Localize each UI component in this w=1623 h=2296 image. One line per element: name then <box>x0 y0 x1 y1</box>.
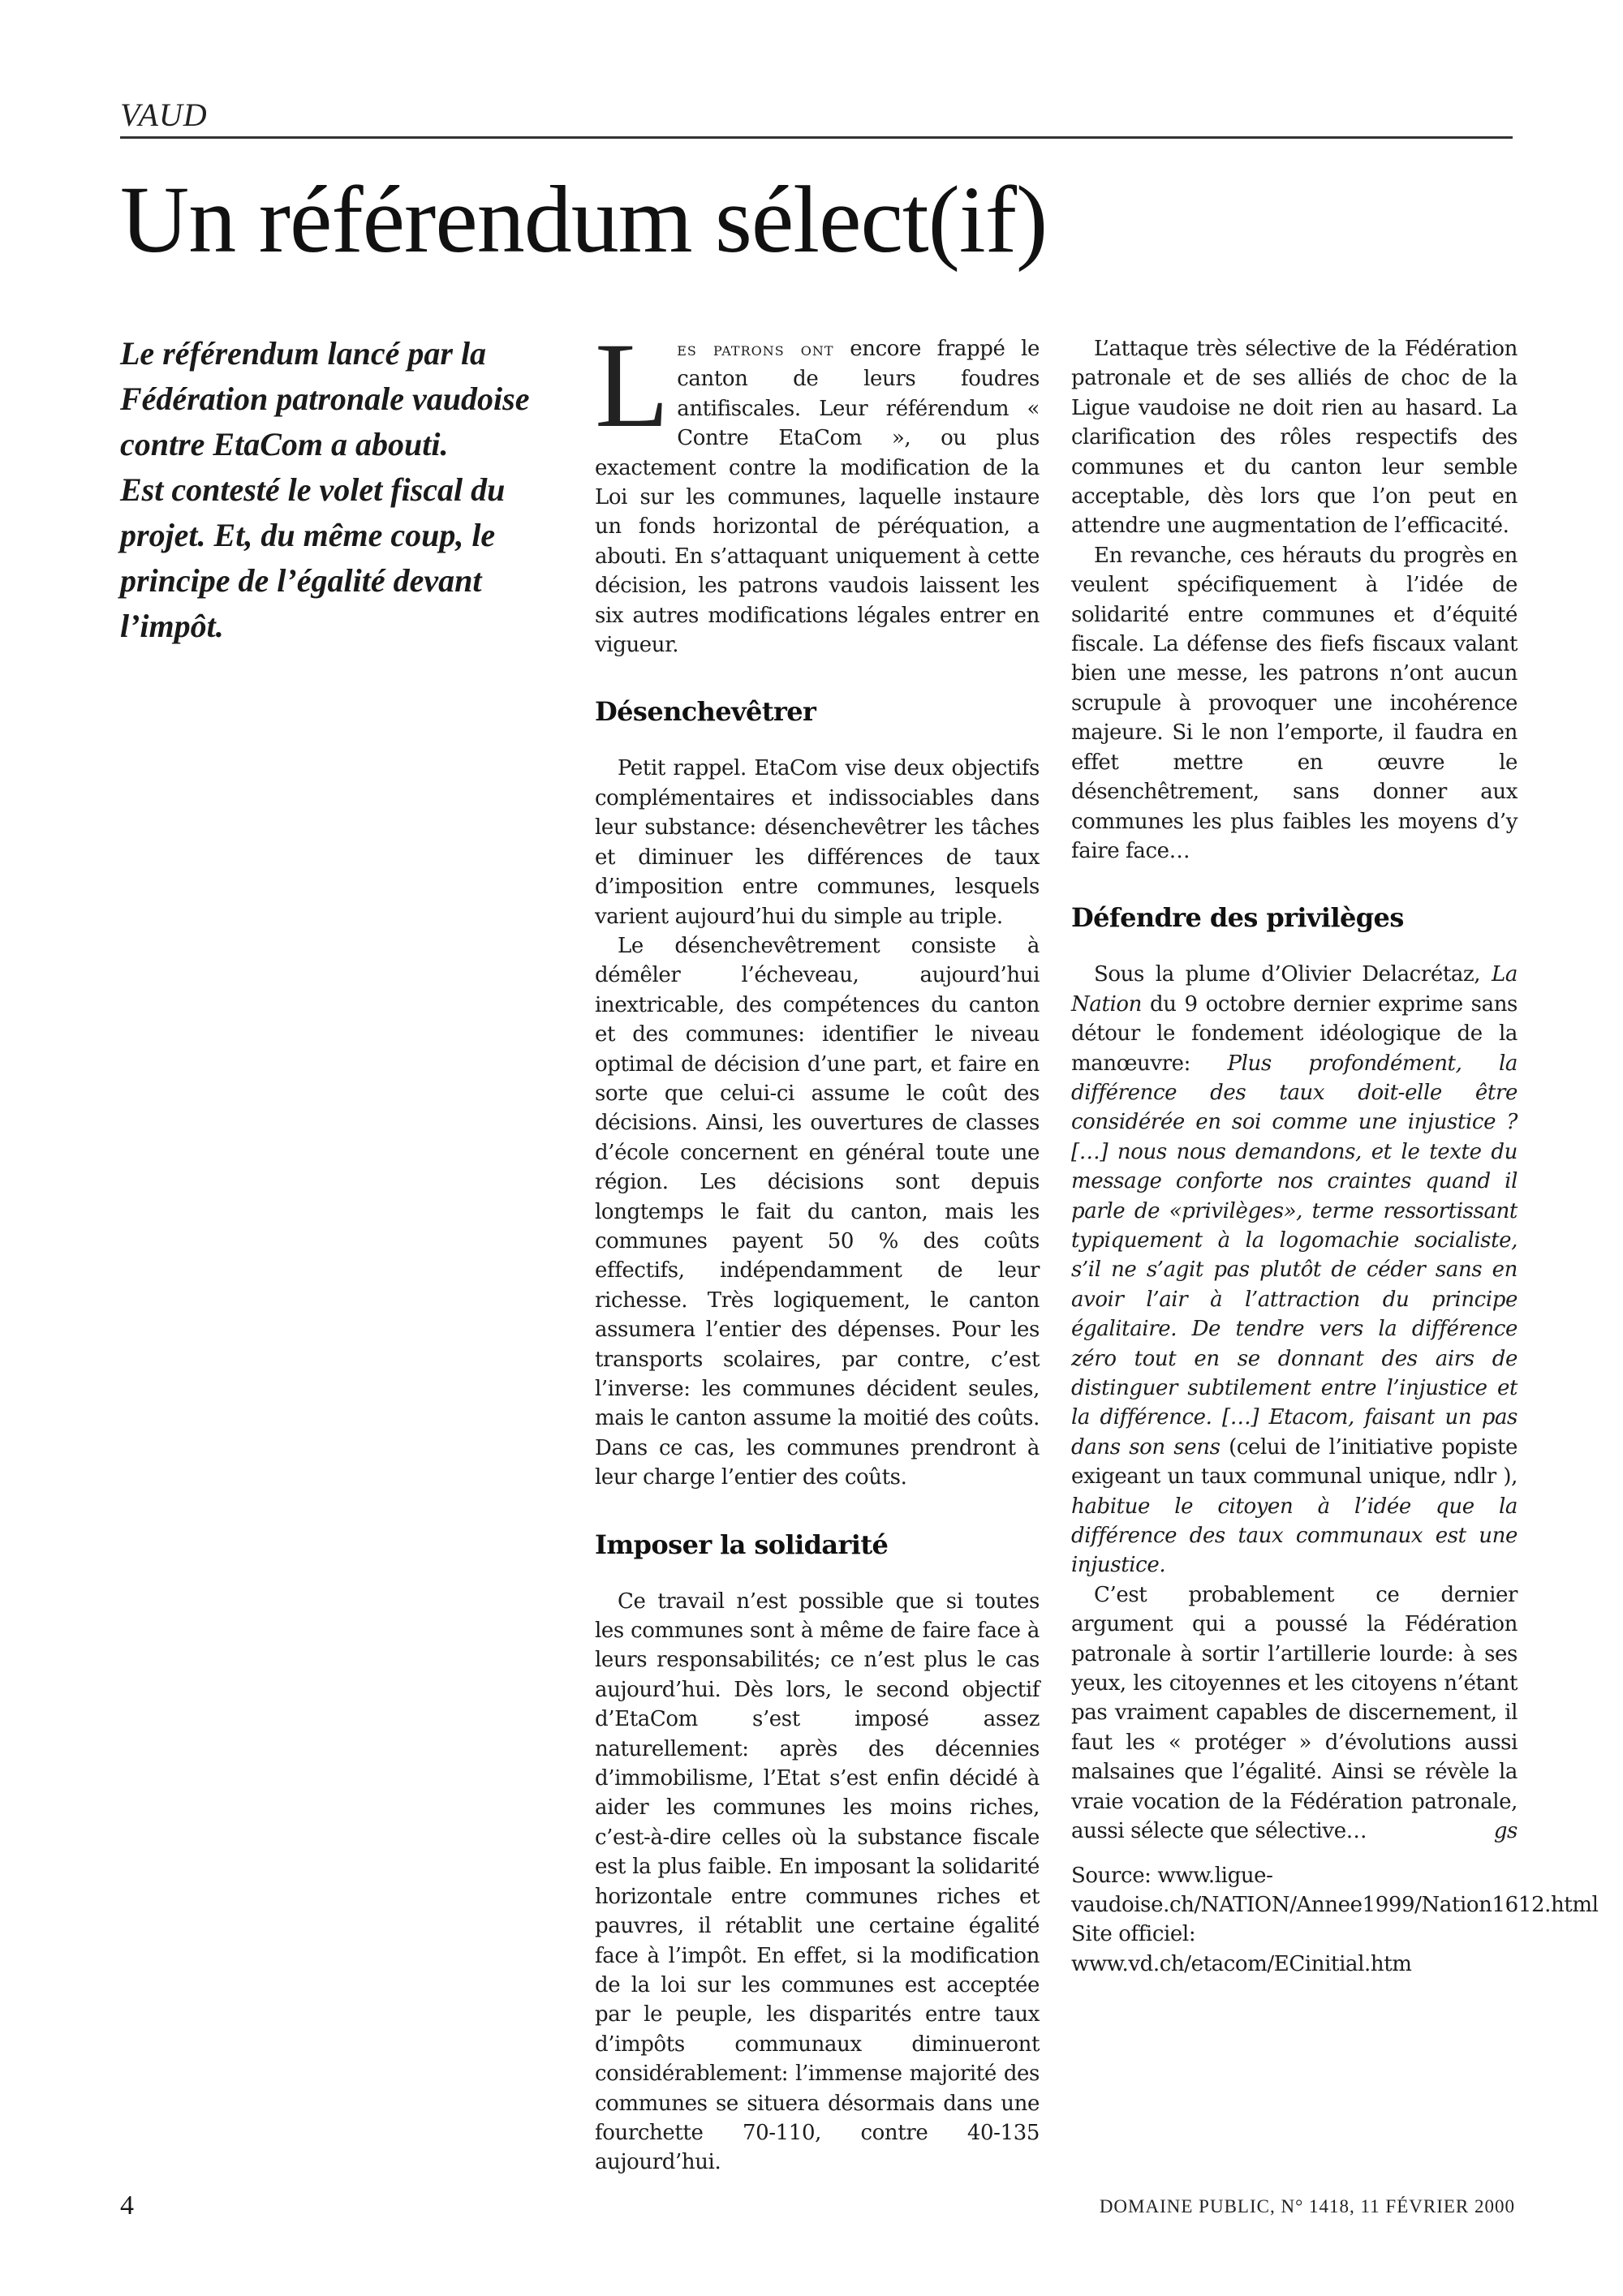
paragraph: L’attaque très sélective de la Fédération patronale et de ses alliés de choc de la Ligue vaudoise ne doit rien au hasard. La clarification des rôles respectifs des communes et du canton leur semble acceptable, dès lors que l’on peut en attendre une augmentation de l’efficacité. <box>1071 337 1518 539</box>
drop-cap: L <box>595 318 669 453</box>
quote: habitue le citoyen à l’idée que la différence des taux communaux est une injustice. <box>1071 1494 1518 1578</box>
paragraph <box>1071 1580 1518 1847</box>
intro-text: encore frappé le canton de leurs foudres antifiscales. Leur référendum « Contre EtaCom », ou plus exactement contre la modification de la Loi sur les communes, laquelle instaure un fonds horizontal de péréquation, a abouti. En s’attaquant uniquement à cette décision, les patrons vaudois laissent les six autres modifications légales entrer en vigueur. <box>595 337 1040 658</box>
text: (celui de l’initiative popiste exigeant un taux communal unique, ndlr ), <box>1071 1434 1518 1490</box>
text: C’est probablement ce dernier argument qui a poussé la Fédération patronale à sortir l’artillerie lourde: à ses yeux, les citoyennes et les citoyens n’étant pas vraiment capables de discernement, il faut les « protéger » d’évolutions aussi malsaines que l’égalité. Ainsi se révèle la vraie vocation de la Fédération patronale, aussi sélecte que sélective… <box>1071 1582 1518 1844</box>
sources <box>1071 1861 1599 1980</box>
publication-name: La Nation <box>1071 962 1518 1017</box>
quote-paragraph <box>1071 960 1518 1580</box>
source-link[interactable]: Source: www.ligue-vaudoise.ch/NATION/Annee1999/Nation1612.html <box>1071 1863 1599 1917</box>
intro-paragraph <box>595 318 1040 660</box>
article-column-2 <box>1071 334 1599 1979</box>
author-signature: gs <box>1493 1819 1518 1844</box>
page-number: 4 <box>120 2191 134 2221</box>
section-label: VAUD <box>120 97 208 133</box>
text: du 9 octobre dernier exprime sans détour le fondement idéologique de la manœuvre: <box>1071 991 1518 1076</box>
intro-smallcaps: es patrons ont <box>677 339 834 360</box>
header-rule <box>120 136 1513 139</box>
lede-paragraph-2: Est contesté le volet fiscal du projet. Et, du même coup, le principe de l’égalité devant l’impôt. <box>120 471 506 644</box>
article-lede <box>120 331 558 649</box>
lede-paragraph-1: Le référendum lancé par la Fédération patronale vaudoise contre EtaCom a abouti. <box>120 335 530 462</box>
paragraph: Petit rappel. EtaCom vise deux objectifs complémentaires et indissociables dans leur substance: désenchevêtrer les tâches et diminuer les différences de taux d’imposition entre communes, lesquels varient aujourd’hui du simple au triple. <box>595 756 1040 929</box>
text: Sous la plume d’Olivier Delacrétaz, <box>1094 962 1492 987</box>
article-title: Un référendum sélect(if) <box>120 166 1048 273</box>
subheading-defendre-privileges: Défendre des privilèges <box>1071 902 1404 934</box>
publication-info: DOMAINE PUBLIC, N° 1418, 11 FÉVRIER 2000 <box>1099 2196 1515 2216</box>
paragraph: Ce travail n’est possible que si toutes les communes sont à même de faire face à leurs responsabilités; ce n’est plus le cas aujourd’hui. Dès lors, le second objectif d’EtaCom s’est imposé assez naturellement: après des décennies d’immobilisme, l’Etat s’est enfin décidé à aider les communes les moins riches, c’est-à-dire celles où la substance fiscale est la plus faible. En imposant la solidarité horizontale entre communes riches et pauvres, il rétablit une certaine égalité face à l’impôt. En effet, si la modification de la loi sur les communes est acceptée par le peuple, les disparités entre taux d’impôts communaux diminueront considérablement: l’immense majorité des communes se situera désormais dans une fourchette 70-110, contre 40-135 aujourd’hui. <box>595 1589 1040 2175</box>
subheading-imposer-solidarite: Imposer la solidarité <box>595 1529 889 1560</box>
subheading-desenchevetrer: Désenchevêtrer <box>595 696 816 728</box>
paragraph: En revanche, ces hérauts du progrès en veulent spécifiquement à l’idée de solidarité entre communes et d’équité fiscale. La défense des fiefs fiscaux valant bien une messe, les patrons n’ont aucun scrupule à provoquer une incohérence majeure. Si le non l’emporte, il faudra en effet mettre en œuvre le désenchêtrement, sans donner aux communes les plus faibles les moyens d’y faire face… <box>1071 543 1518 863</box>
article-column-1 <box>595 318 1040 2178</box>
official-site-link[interactable]: Site officiel: www.vd.ch/etacom/ECinitial.htm <box>1071 1922 1412 1976</box>
paragraph: Le désenchevêtrement consiste à démêler l’écheveau, aujourd’hui inextricable, des compétences du canton et des communes: identifier le niveau optimal de décision d’une part, et faire en sorte que celui-ci assume le coût des décisions. Ainsi, les ouvertures de classes d’école concernent en général toute une région. Les décisions sont depuis longtemps le fait du canton, mais les communes payent 50 % des coûts effectifs, indépendamment de leur richesse. Très logiquement, le canton assumera l’entier des dépenses. Pour les transports scolaires, par contre, c’est l’inverse: les communes décident seules, mais le canton assume la moitié des coûts. Dans ce cas, les communes prendront à leur charge l’entier des coûts. <box>595 933 1040 1490</box>
quote: Plus profondément, la différence des taux doit-elle être considérée en soi comme une injustice ? […] nous nous demandons, et le texte du message conforte nos craintes quand il parle de «privilèges», terme ressortissant typiquement à la logomachie socialiste, s’il ne s’agit pas plutôt de céder sans en avoir l’air à l’attraction du principe égalitaire. De tendre vers la différence zéro tout en se donnant des airs de distinguer subtilement entre l’injustice et la différence. […] Etacom, faisant un pas dans son sens <box>1071 1051 1518 1460</box>
